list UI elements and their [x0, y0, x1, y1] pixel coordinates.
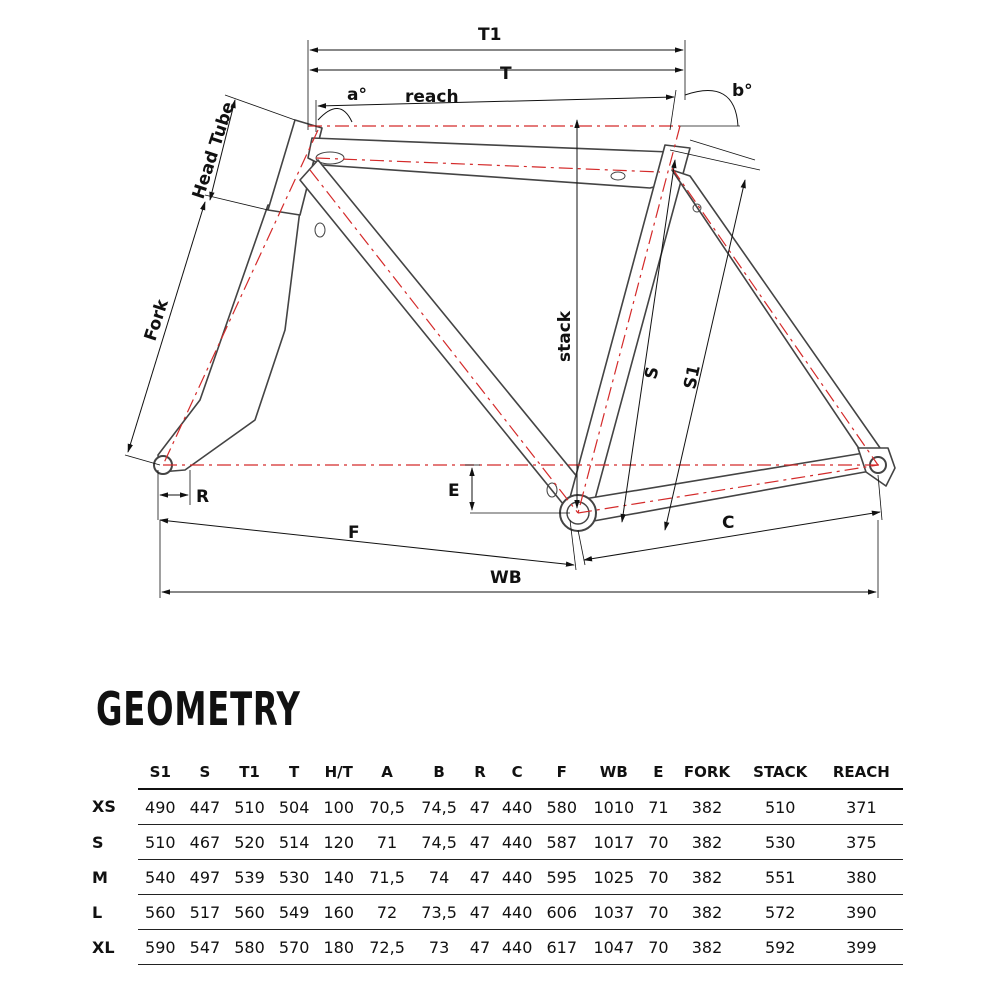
- table-cell: 73,5: [413, 895, 465, 930]
- table-cell: 592: [741, 930, 820, 965]
- table-cell: 617: [539, 930, 584, 965]
- column-header: T: [272, 756, 317, 789]
- fork: [158, 205, 300, 472]
- size-label: XL: [92, 937, 115, 957]
- table-cell: 560: [138, 895, 183, 930]
- table-row: [88, 825, 903, 860]
- label-e: E: [448, 481, 460, 501]
- column-header: S1: [138, 756, 183, 789]
- column-header: WB: [584, 756, 643, 789]
- table-cell: 47: [465, 825, 495, 860]
- label-a-angle: a°: [347, 85, 367, 105]
- geometry-table-body: [88, 789, 903, 965]
- table-cell: 74: [413, 860, 465, 895]
- chain-stay: [578, 452, 876, 522]
- table-cell: 71,5: [361, 860, 413, 895]
- table-cell: 490: [138, 789, 183, 825]
- table-cell: 382: [673, 789, 740, 825]
- label-t: T: [500, 64, 512, 84]
- geometry-table-header: [88, 756, 903, 789]
- label-b-angle: b°: [732, 81, 753, 101]
- table-cell: 440: [495, 860, 540, 895]
- table-cell: 510: [227, 789, 272, 825]
- size-label: M: [92, 867, 108, 887]
- table-cell: 71: [361, 825, 413, 860]
- label-head-tube: Head Tube: [188, 99, 239, 202]
- table-cell: 380: [820, 860, 903, 895]
- table-cell: 73: [413, 930, 465, 965]
- table-cell: 1037: [584, 895, 643, 930]
- label-s1: S1: [680, 363, 705, 392]
- table-cell: 375: [820, 825, 903, 860]
- table-cell: 440: [495, 789, 540, 825]
- size-label: XS: [92, 797, 116, 817]
- table-cell: 371: [820, 789, 903, 825]
- column-header: F: [539, 756, 584, 789]
- table-cell: 399: [820, 930, 903, 965]
- table-cell: 447: [183, 789, 228, 825]
- column-header: R: [465, 756, 495, 789]
- table-cell: 497: [183, 860, 228, 895]
- table-cell: 595: [539, 860, 584, 895]
- table-cell: 70: [644, 930, 674, 965]
- table-cell: 580: [227, 930, 272, 965]
- table-cell: 517: [183, 895, 228, 930]
- header-corner: [88, 756, 138, 789]
- table-cell: 510: [741, 789, 820, 825]
- label-r: R: [196, 487, 210, 507]
- label-fork: Fork: [140, 297, 173, 344]
- frame-detail: [315, 223, 325, 237]
- table-cell: 390: [820, 895, 903, 930]
- geometry-table: [88, 756, 903, 965]
- table-cell: 160: [316, 895, 361, 930]
- label-f: F: [348, 523, 360, 543]
- table-cell: 440: [495, 930, 540, 965]
- table-row: [88, 930, 903, 965]
- table-cell: 70,5: [361, 789, 413, 825]
- top-tube: [308, 138, 672, 188]
- column-header: T1: [227, 756, 272, 789]
- table-cell: 140: [316, 860, 361, 895]
- column-header: C: [495, 756, 540, 789]
- table-cell: 1047: [584, 930, 643, 965]
- table-cell: 180: [316, 930, 361, 965]
- column-header: S: [183, 756, 228, 789]
- table-cell: 47: [465, 895, 495, 930]
- table-cell: 382: [673, 860, 740, 895]
- table-cell: 100: [316, 789, 361, 825]
- table-cell: 47: [465, 789, 495, 825]
- column-header: FORK: [673, 756, 740, 789]
- label-wb: WB: [490, 568, 522, 588]
- table-cell: 530: [272, 860, 317, 895]
- label-stack: stack: [555, 310, 575, 362]
- size-label: S: [92, 832, 104, 852]
- table-cell: 1017: [584, 825, 643, 860]
- table-row: [88, 895, 903, 930]
- header-row: [88, 756, 903, 789]
- size-label: L: [92, 902, 103, 922]
- table-cell: 70: [644, 825, 674, 860]
- table-cell: 71: [644, 789, 674, 825]
- table-cell: 70: [644, 895, 674, 930]
- table-cell: 590: [138, 930, 183, 965]
- table-cell: 580: [539, 789, 584, 825]
- table-cell: 382: [673, 930, 740, 965]
- label-reach: reach: [405, 87, 459, 107]
- table-cell: 1010: [584, 789, 643, 825]
- table-cell: 570: [272, 930, 317, 965]
- table-cell: 549: [272, 895, 317, 930]
- column-header: B: [413, 756, 465, 789]
- column-header: REACH: [820, 756, 903, 789]
- table-cell: 70: [644, 860, 674, 895]
- table-cell: 72,5: [361, 930, 413, 965]
- table-cell: 539: [227, 860, 272, 895]
- table-cell: 551: [741, 860, 820, 895]
- table-cell: 47: [465, 860, 495, 895]
- column-header: A: [361, 756, 413, 789]
- seat-tube: [568, 145, 690, 510]
- label-t1: T1: [478, 25, 502, 45]
- table-cell: 382: [673, 895, 740, 930]
- table-cell: 514: [272, 825, 317, 860]
- table-cell: 587: [539, 825, 584, 860]
- table-cell: 540: [138, 860, 183, 895]
- table-cell: 467: [183, 825, 228, 860]
- column-header: E: [644, 756, 674, 789]
- table-cell: 606: [539, 895, 584, 930]
- geometry-title: GEOMETRY: [96, 682, 301, 736]
- column-header: H/T: [316, 756, 361, 789]
- table-cell: 72: [361, 895, 413, 930]
- label-s: S: [641, 364, 664, 382]
- table-cell: 572: [741, 895, 820, 930]
- label-c: C: [722, 513, 735, 533]
- table-cell: 120: [316, 825, 361, 860]
- table-cell: 560: [227, 895, 272, 930]
- table-cell: 520: [227, 825, 272, 860]
- bike-frame: [154, 120, 895, 531]
- table-cell: 530: [741, 825, 820, 860]
- table-row: [88, 860, 903, 895]
- table-cell: 440: [495, 825, 540, 860]
- table-cell: 74,5: [413, 825, 465, 860]
- table-cell: 74,5: [413, 789, 465, 825]
- table-cell: 547: [183, 930, 228, 965]
- table-cell: 47: [465, 930, 495, 965]
- table-cell: 440: [495, 895, 540, 930]
- table-cell: 1025: [584, 860, 643, 895]
- column-header: STACK: [741, 756, 820, 789]
- table-cell: 510: [138, 825, 183, 860]
- table-cell: 382: [673, 825, 740, 860]
- table-cell: 504: [272, 789, 317, 825]
- table-row: [88, 789, 903, 825]
